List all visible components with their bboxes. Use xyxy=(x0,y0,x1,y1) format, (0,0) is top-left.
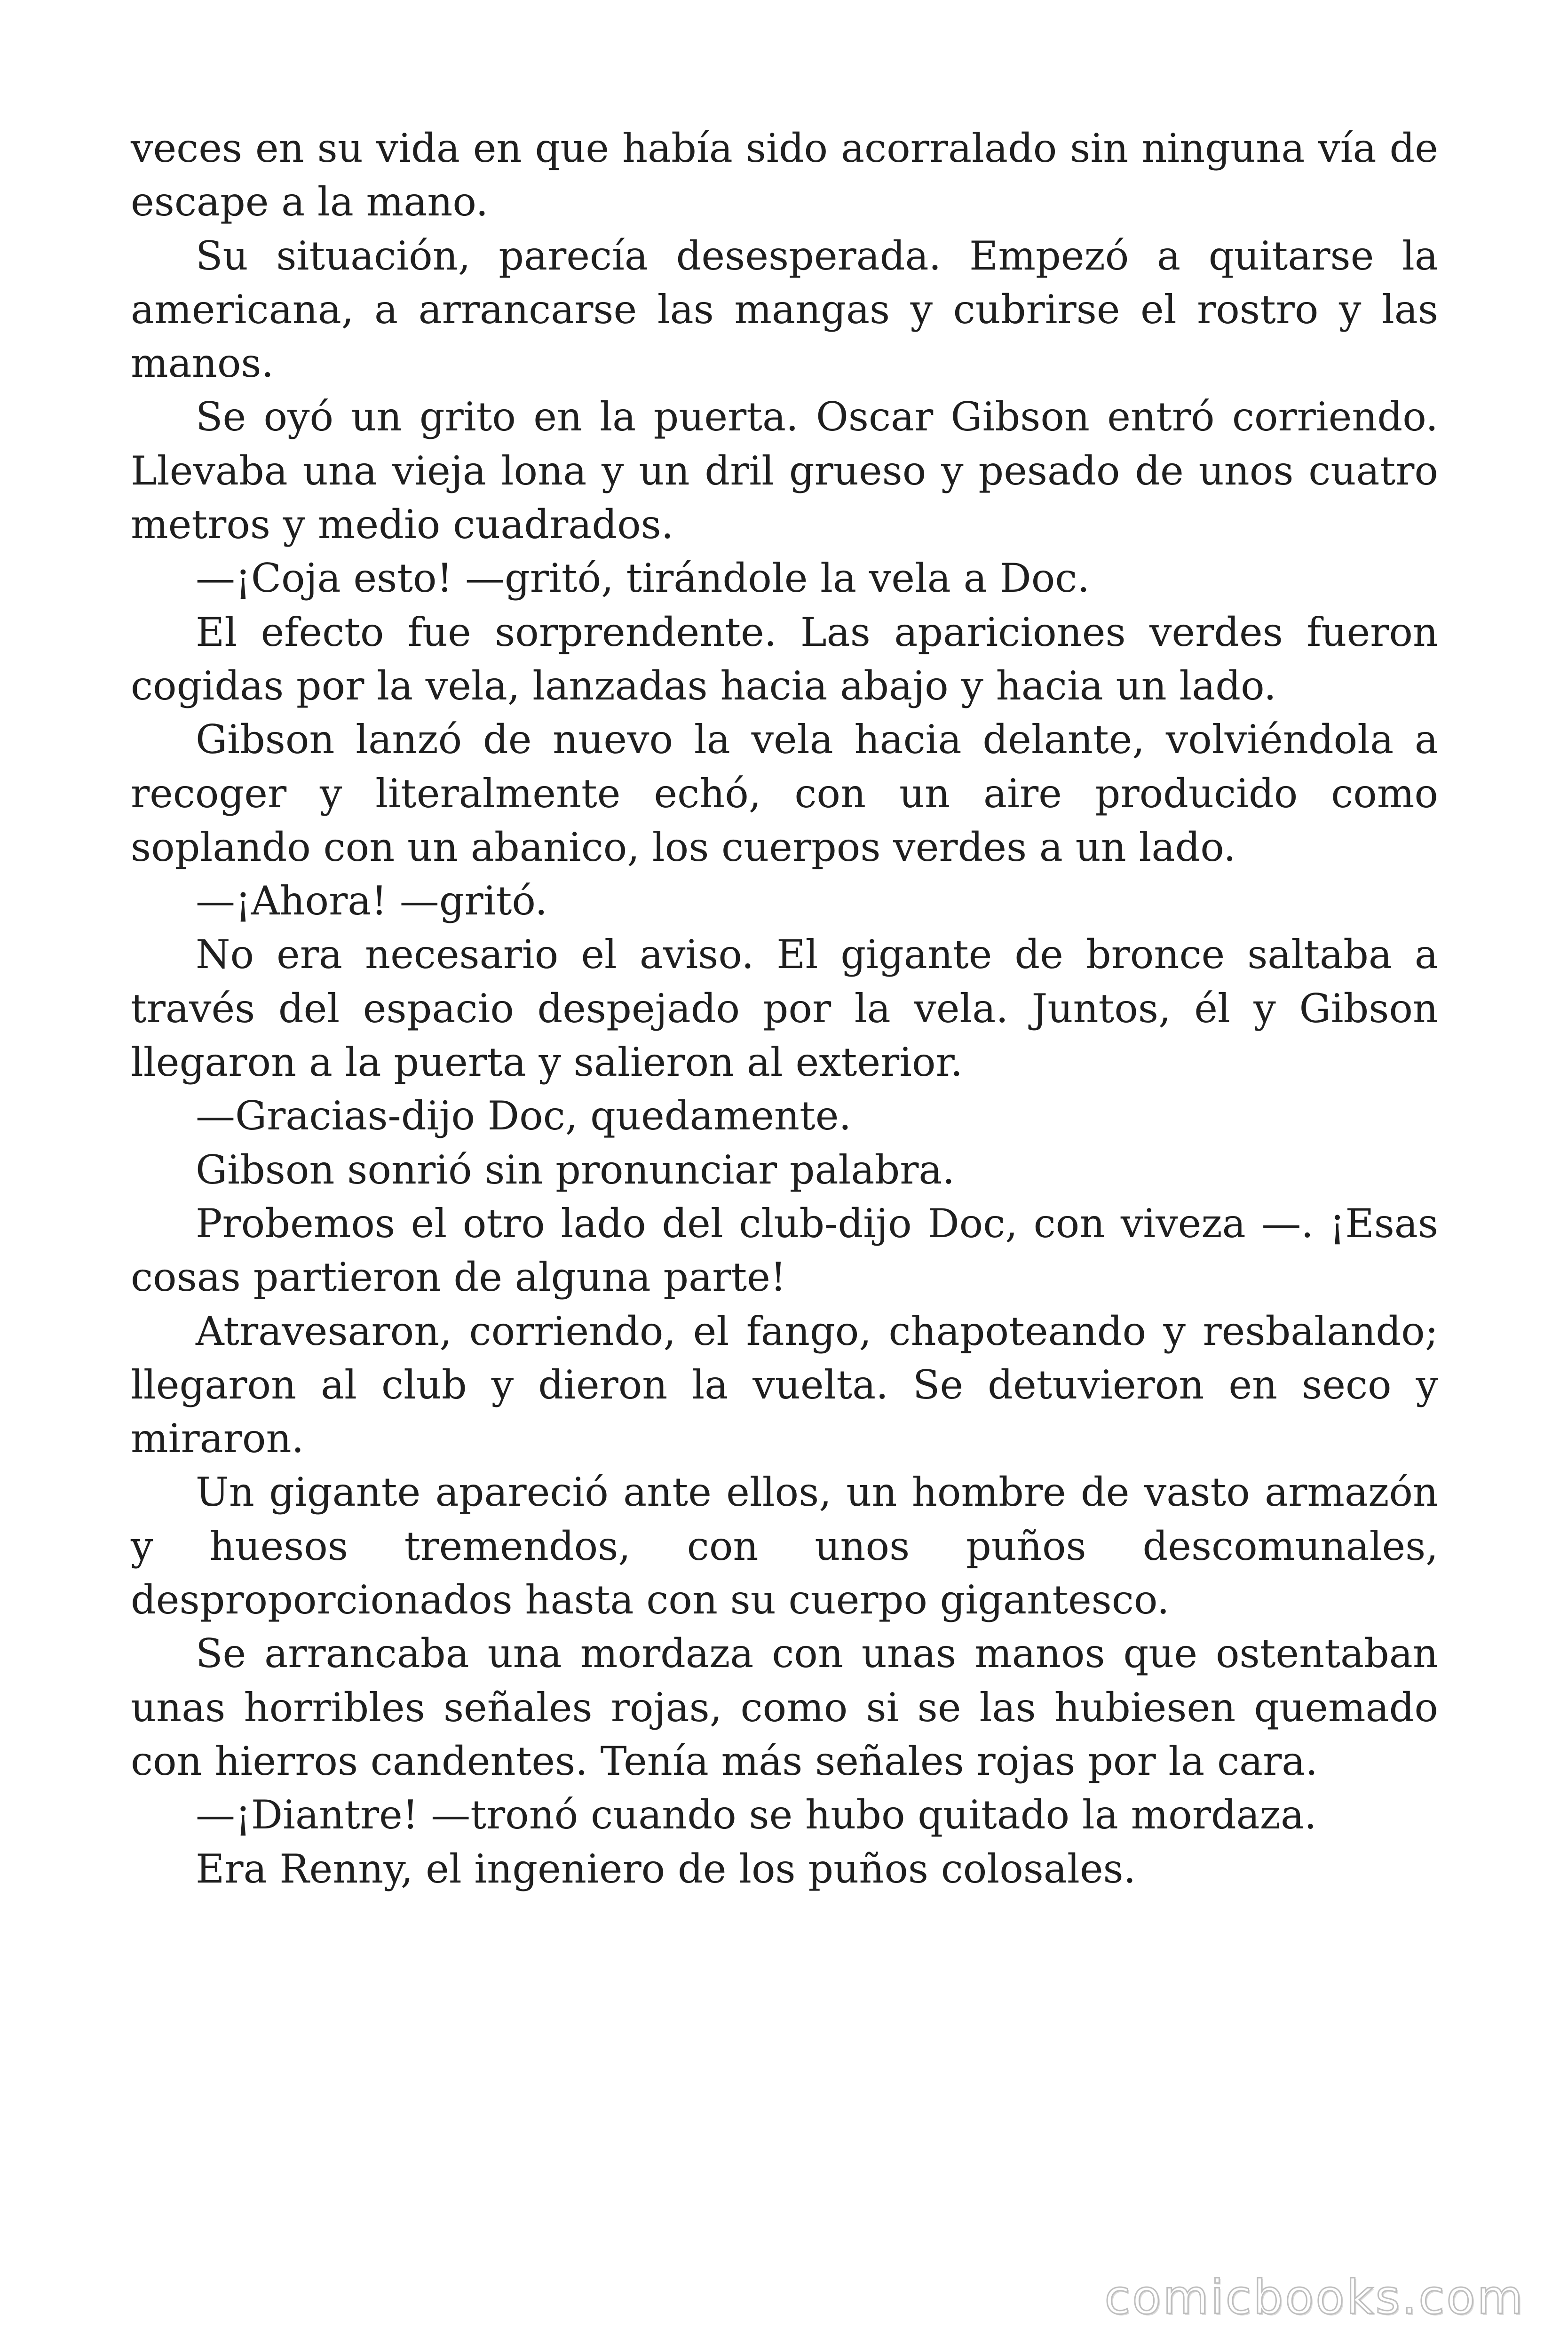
paragraph-16: Era Renny, el ingeniero de los puños colosales. xyxy=(196,1845,1136,1892)
paragraph-10: Gibson sonrió sin pronunciar palabra. xyxy=(196,1146,955,1193)
paragraph-6: Gibson lanzó de nuevo la vela hacia delante, volviéndola a recoger y literalmente echó, con un aire producido como soplando con un abanico, los cuerpos verdes a un lado. xyxy=(131,716,1438,870)
paragraph-8: No era necesario el aviso. El gigante de bronce saltaba a través del espacio despejado por la vela. Juntos, él y Gibson llegaron a la puerta y salieron al exterior. xyxy=(131,931,1438,1086)
paragraph-14: Se arrancaba una mordaza con unas manos que ostentaban unas horribles señales rojas, como si se las hubiesen quemado con hierros candentes. Tenía más señales rojas por la cara. xyxy=(131,1630,1438,1784)
paragraph-2: Su situación, parecía desesperada. Empezó a quitarse la americana, a arrancarse las mangas y cubrirse el rostro y las manos. xyxy=(131,232,1438,387)
body-text xyxy=(131,121,1438,1896)
paragraph-11: Probemos el otro lado del club-dijo Doc, con viveza —. ¡Esas cosas partieron de alguna parte! xyxy=(131,1200,1438,1301)
paragraph-3: Se oyó un grito en la puerta. Oscar Gibson entró corriendo. Llevaba una vieja lona y un dril grueso y pesado de unos cuatro metros y medio cuadrados. xyxy=(131,394,1438,548)
paragraph-1: veces en su vida en que había sido acorralado sin ninguna vía de escape a la mano. xyxy=(131,125,1438,225)
paragraph-7: —¡Ahora! —gritó. xyxy=(196,878,548,924)
paragraph-9: —Gracias-dijo Doc, quedamente. xyxy=(196,1093,852,1139)
paragraph-13: Un gigante apareció ante ellos, un hombre de vasto armazón y huesos tremendos, con unos puños descomunales, desproporcionados hasta con su cuerpo gigantesco. xyxy=(131,1469,1438,1623)
paragraph-15: —¡Diantre! —tronó cuando se hubo quitado la mordaza. xyxy=(196,1792,1317,1838)
paragraph-4: —¡Coja esto! —gritó, tirándole la vela a Doc. xyxy=(196,555,1090,602)
paragraph-12: Atravesaron, corriendo, el fango, chapoteando y resbalando; llegaron al club y dieron la vuelta. Se detuvieron en seco y miraron. xyxy=(131,1308,1438,1462)
watermark: comicbooks.com xyxy=(1104,2270,1525,2325)
paragraph-5: El efecto fue sorprendente. Las apariciones verdes fueron cogidas por la vela, lanzadas hacia abajo y hacia un lado. xyxy=(131,609,1438,709)
